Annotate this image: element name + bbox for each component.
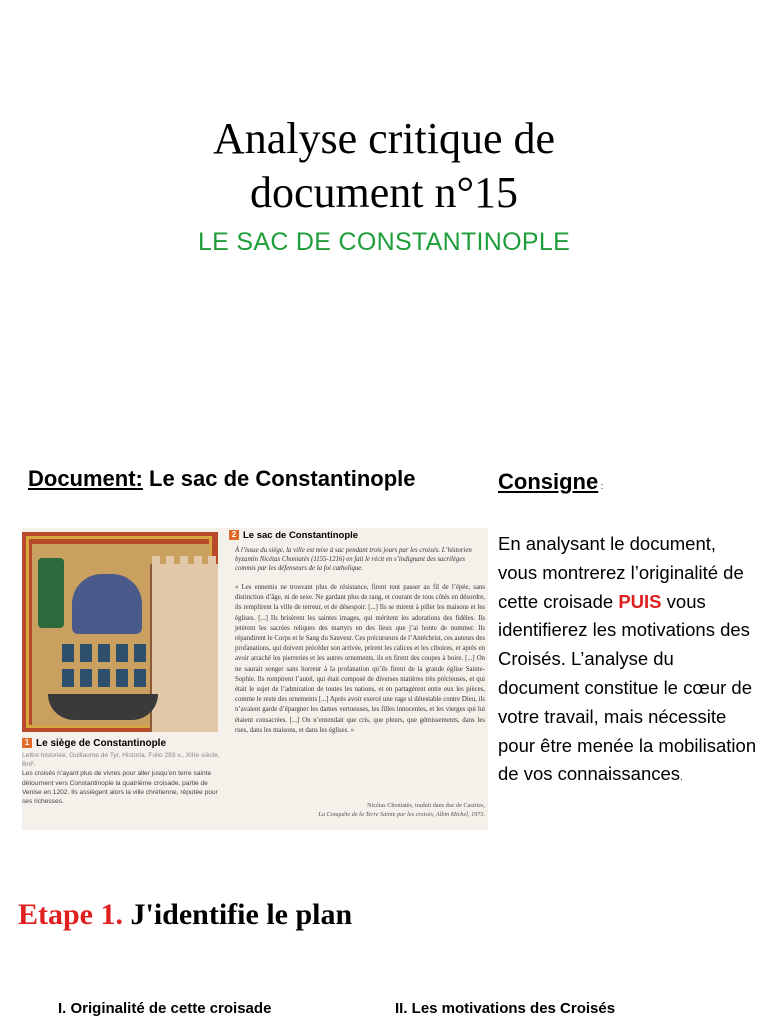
text-source-line-2: La Conquête de la Terre Sainte par les croisés, Albin Michel, 1973. xyxy=(318,810,485,818)
caption-source: Lettre historiée, Guillaume de Tyr, Historia, Folio 293 v., XIIIe siècle, BnF. xyxy=(22,752,220,769)
document-heading-text: Le sac de Constantinople xyxy=(142,466,416,491)
text-source xyxy=(235,802,485,819)
text-source-line-1: Nicétas Choniatès, traduit dans duc de Castries, xyxy=(367,802,485,809)
text-quote: « Les ennemis ne trouvant plus de résistance, firent tout passer au fil de l’épée, sans distinction d’âge, ni de sexe. Ne gardant plus de rang, et courant de tous côtés en désordre, ils remplirent la ville de terreur, et de désespoir. [...] Ils se mirent à piller les maisons et les églises. [...] Ils brisèrent les saintes images, qui méritent les adorations des fidèles. Ils jetèrent les sacrées reliques des martyrs en des lieux que j’ai honte de nommer. Ils répandirent le Corps et le Sang du Sauveur. Ces précurseurs de l’Antéchrist, ces auteurs des profanations, qui doivent précéder son arrivée, prirent les calices et les ciboires, et après en avoir arraché les pierreries et les autres ornements, ils en firent des coupes à boire. [...] On ne saurait songer sans horreur à la profanation qu’ils firent de la grande église Sainte-Sophie. Ils rompirent l’autel, qui était composé de diverses matières très précieuses, et qui était le sujet de l’admiration de toutes les nations, et en partagèrent entre eux les pièces, comme le reste des ornements [...] Après avoir exercé une rage si détestable contre Dieu, ils n’avaient garde d’épargner les dames vertueuses, les filles innocentes, et les vierges qui lui étaient consacrées. [...] On n’entendait que cris, que pleurs, que gémissements, dans les rues, dans les maisons, et dans les églises. » xyxy=(235,584,485,734)
siege-miniature-image xyxy=(22,532,218,732)
page-title xyxy=(0,112,768,220)
consigne-text-end: . xyxy=(680,772,683,784)
figures-in-tent-icon xyxy=(72,574,142,634)
document-heading-label: Document: xyxy=(28,466,143,491)
etape-heading xyxy=(18,898,352,932)
etape-text: J'identifie le plan xyxy=(123,898,353,931)
text-intro: À l’issue du siège, la ville est mise à sac pendant trois jours par les croisés. L’historien byzantin Nicétas Choniatès (1155-1216) en fait le récit en s’indignant des sacrilèges commis par les défenseurs de la foi catholique. xyxy=(235,547,472,572)
city-tower-icon xyxy=(150,564,218,732)
caption-text: Les croisés n’ayant plus de vivres pour aller jusqu’en terre sainte détournent vers Constantinople la quatrième croisade, partie de Venise en 1202. Ils assiègent alors la ville chrétienne, réputée pour ses richesses. xyxy=(22,770,218,806)
document-scan xyxy=(22,528,488,830)
historiated-letter-icon xyxy=(38,558,64,628)
title-line-1: Analyse critique de xyxy=(212,114,556,163)
page-subtitle: LE SAC DE CONSTANTINOPLE xyxy=(197,228,571,256)
text-number: 2 xyxy=(229,530,239,540)
consigne-heading-colon: : xyxy=(598,481,604,491)
caption-body xyxy=(22,751,222,806)
plan-part-1: I. Originalité de cette croisade xyxy=(58,1000,272,1017)
miniature-scene xyxy=(32,544,210,726)
document-heading xyxy=(28,466,416,492)
caption-title xyxy=(22,738,166,749)
text-title xyxy=(229,530,358,541)
consigne-heading xyxy=(498,469,603,495)
plan-part-2: II. Les motivations des Croisés xyxy=(395,1000,616,1017)
etape-number: Etape 1. xyxy=(18,898,123,931)
consigne-text-highlight: PUIS xyxy=(618,590,662,612)
boat-icon xyxy=(48,694,158,720)
caption-number: 1 xyxy=(22,738,32,748)
consigne-text-before: En analysant le document, vous montrerez l’originalité de cette croisade xyxy=(498,533,744,612)
consigne-text xyxy=(498,530,760,793)
title-line-2: document n°15 xyxy=(249,168,519,217)
soldiers-row-icon xyxy=(62,669,152,687)
soldiers-row-icon xyxy=(62,644,152,662)
text-title-text: Le sac de Constantinople xyxy=(243,530,359,541)
caption-title-text: Le siège de Constantinople xyxy=(36,738,167,749)
consigne-heading-label: Consigne xyxy=(498,469,599,494)
consigne-text-after: vous identifierez les motivations des Croisés. L’analyse du document constitue le cœur de votre travail, mais nécessite pour être menée la mobilisation de vos connaissances xyxy=(498,590,757,785)
